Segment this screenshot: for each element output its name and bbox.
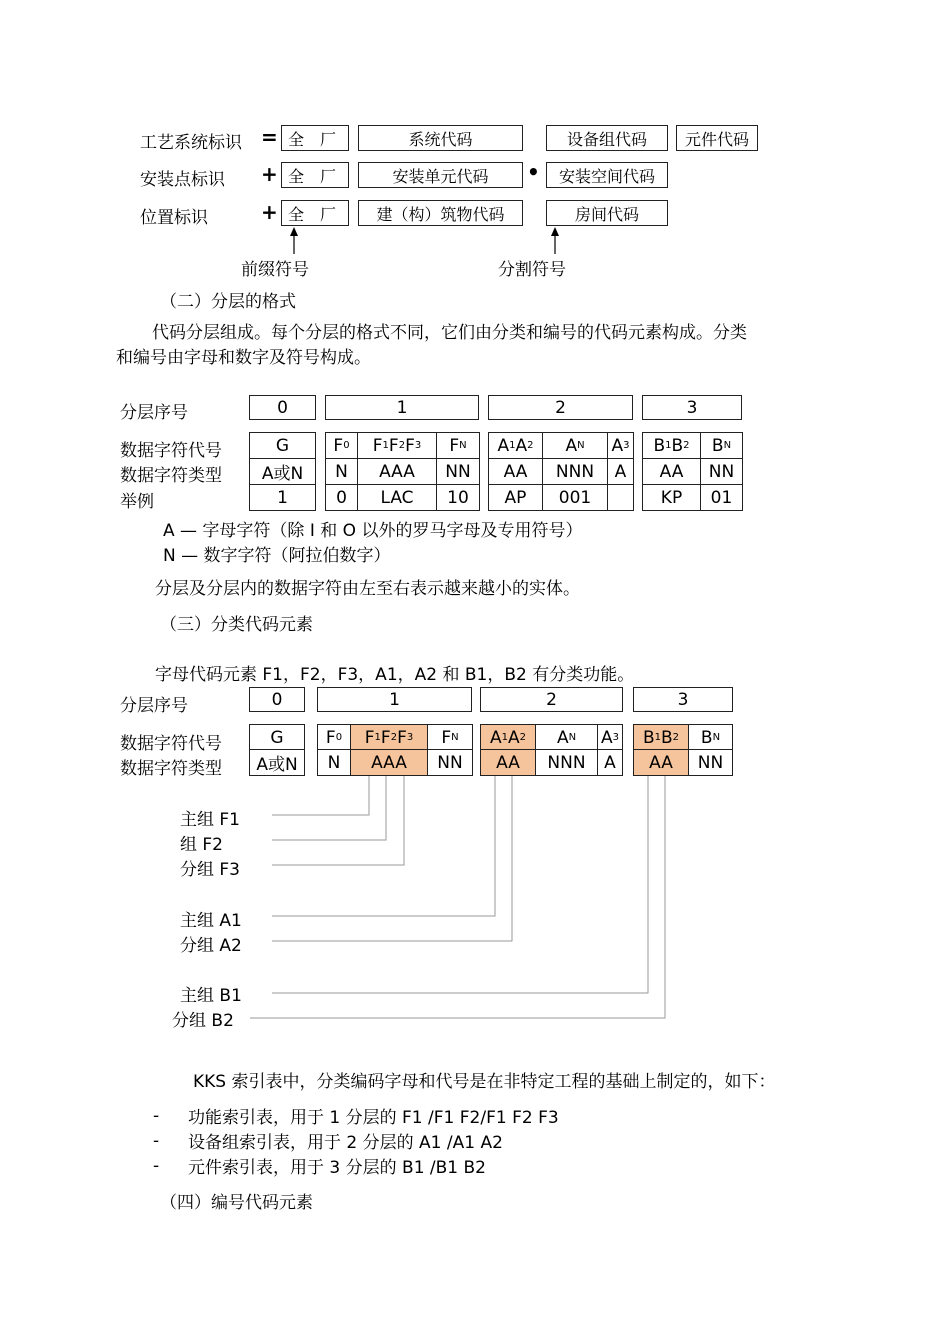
plant-box: 全 厂	[281, 125, 349, 151]
plant-box: 全 厂	[281, 200, 349, 226]
component-code-box: 元件代码	[676, 125, 758, 151]
type-cell: AA	[480, 749, 536, 776]
note-alpha: A — 字母字符（除 I 和 O 以外的罗马字母及专用符号）	[163, 521, 583, 541]
code-cell: B N	[700, 432, 743, 459]
code-cell: B 1 B 2	[642, 432, 701, 459]
code-cell: A 3	[607, 432, 634, 459]
example-cell: 0	[325, 484, 358, 511]
row-label: 分层序号	[120, 403, 188, 423]
installation-space-code-box: 安装空间代码	[546, 162, 668, 188]
type-cell: A或N	[249, 458, 316, 485]
layer-header: 3	[642, 395, 742, 420]
type-cell: NN	[427, 749, 473, 776]
layer-header: 2	[488, 395, 633, 420]
example-cell: 10	[436, 484, 480, 511]
paragraph: 和编号由字母和数字及符号构成。	[116, 348, 371, 368]
code-cell: B N	[688, 724, 733, 751]
type-cell: N	[317, 749, 351, 776]
paragraph: 字母代码元素 F1，F2，F3，A1，A2 和 B1，B2 有分类功能。	[155, 665, 635, 685]
example-cell: 1	[249, 484, 316, 511]
row-label: 数据字符代号	[120, 734, 222, 754]
layer-header: 1	[325, 395, 479, 420]
code-cell: F 1 F 2 F 3	[350, 724, 428, 751]
code-cell: A 1 A 2	[488, 432, 543, 459]
section-heading: （二）分层的格式	[160, 292, 296, 312]
row-label: 数据字符代号	[120, 441, 222, 461]
kks-item: 设备组索引表，用于 2 分层的 A1 /A1 A2	[188, 1133, 503, 1153]
type-cell: AA	[642, 458, 701, 485]
type-cell: N	[325, 458, 358, 485]
layer-header: 3	[633, 687, 733, 712]
note-numeric: N — 数字字符（阿拉伯数字）	[163, 546, 391, 566]
code-cell: A N	[535, 724, 598, 751]
example-cell: AP	[488, 484, 543, 511]
code-cell: A 3	[597, 724, 623, 751]
separator-dot: •	[527, 160, 540, 184]
plus-symbol: +	[261, 162, 278, 186]
example-cell: KP	[642, 484, 701, 511]
section-heading: （四）编号代码元素	[160, 1193, 313, 1213]
kks-item: 功能索引表，用于 1 分层的 F1 /F1 F2/F1 F2 F3	[188, 1108, 559, 1128]
paragraph: 代码分层组成。每个分层的格式不同，它们由分类和编号的代码元素构成。分类	[152, 323, 747, 343]
row-label: 分层序号	[120, 696, 188, 716]
layer-header: 2	[480, 687, 623, 712]
type-cell: NNN	[542, 458, 608, 485]
type-cell: NNN	[535, 749, 598, 776]
system-code-box: 系统代码	[358, 125, 523, 151]
bullet: -	[153, 1131, 160, 1151]
code-cell: F N	[436, 432, 480, 459]
separator-symbol-label: 分割符号	[498, 260, 566, 280]
type-cell: NN	[700, 458, 743, 485]
callout-label: 分组 A2	[180, 936, 242, 956]
row-label: 数据字符类型	[120, 466, 222, 486]
type-cell: A	[597, 749, 623, 776]
layer-header: 0	[249, 687, 305, 712]
equipment-group-code-box: 设备组代码	[546, 125, 668, 151]
code-cell: B 1 B 2	[633, 724, 689, 751]
code-cell: G	[249, 432, 316, 459]
code-cell: A N	[542, 432, 608, 459]
equals-symbol: =	[261, 125, 278, 149]
example-cell: 01	[700, 484, 743, 511]
bullet: -	[153, 1106, 160, 1126]
type-cell: AA	[633, 749, 689, 776]
callout-label: 分组 F3	[180, 860, 240, 880]
type-cell: AA	[488, 458, 543, 485]
code-cell: F 1 F 2 F 3	[357, 432, 437, 459]
callout-label: 分组 B2	[172, 1011, 234, 1031]
layer-header: 1	[317, 687, 472, 712]
type-cell: A	[607, 458, 634, 485]
callout-label: 组 F2	[180, 835, 223, 855]
type-cell: AAA	[357, 458, 437, 485]
building-code-box: 建（构）筑物代码	[358, 200, 523, 226]
kks-intro: KKS 索引表中，分类编码字母和代号是在非特定工程的基础上制定的，如下：	[193, 1072, 776, 1092]
row-label: 数据字符类型	[120, 759, 222, 779]
example-cell: 001	[542, 484, 608, 511]
code-cell: F N	[427, 724, 473, 751]
paragraph: 分层及分层内的数据字符由左至右表示越来越小的实体。	[155, 579, 580, 599]
code-cell: F 0	[325, 432, 358, 459]
kks-item: 元件索引表，用于 3 分层的 B1 /B1 B2	[188, 1158, 486, 1178]
row-label-process: 工艺系统标识	[140, 133, 242, 153]
example-cell: LAC	[357, 484, 437, 511]
row-label-location: 位置标识	[140, 208, 208, 228]
row-label: 举例	[120, 492, 154, 512]
plant-box: 全 厂	[281, 162, 349, 188]
callout-label: 主组 B1	[180, 986, 242, 1006]
type-cell: AAA	[350, 749, 428, 776]
code-cell: A 1 A 2	[480, 724, 536, 751]
callout-label: 主组 A1	[180, 911, 242, 931]
prefix-symbol-label: 前缀符号	[241, 260, 309, 280]
plus-symbol: +	[261, 200, 278, 224]
installation-unit-code-box: 安装单元代码	[358, 162, 523, 188]
layer-header: 0	[249, 395, 316, 420]
section-heading: （三）分类代码元素	[160, 615, 313, 635]
bullet: -	[153, 1156, 160, 1176]
callout-label: 主组 F1	[180, 810, 240, 830]
room-code-box: 房间代码	[546, 200, 668, 226]
type-cell: NN	[436, 458, 480, 485]
code-cell: F 0	[317, 724, 351, 751]
type-cell: NN	[688, 749, 733, 776]
type-cell: A或N	[249, 749, 305, 776]
row-label-installation: 安装点标识	[140, 170, 225, 190]
code-cell: G	[249, 724, 305, 751]
